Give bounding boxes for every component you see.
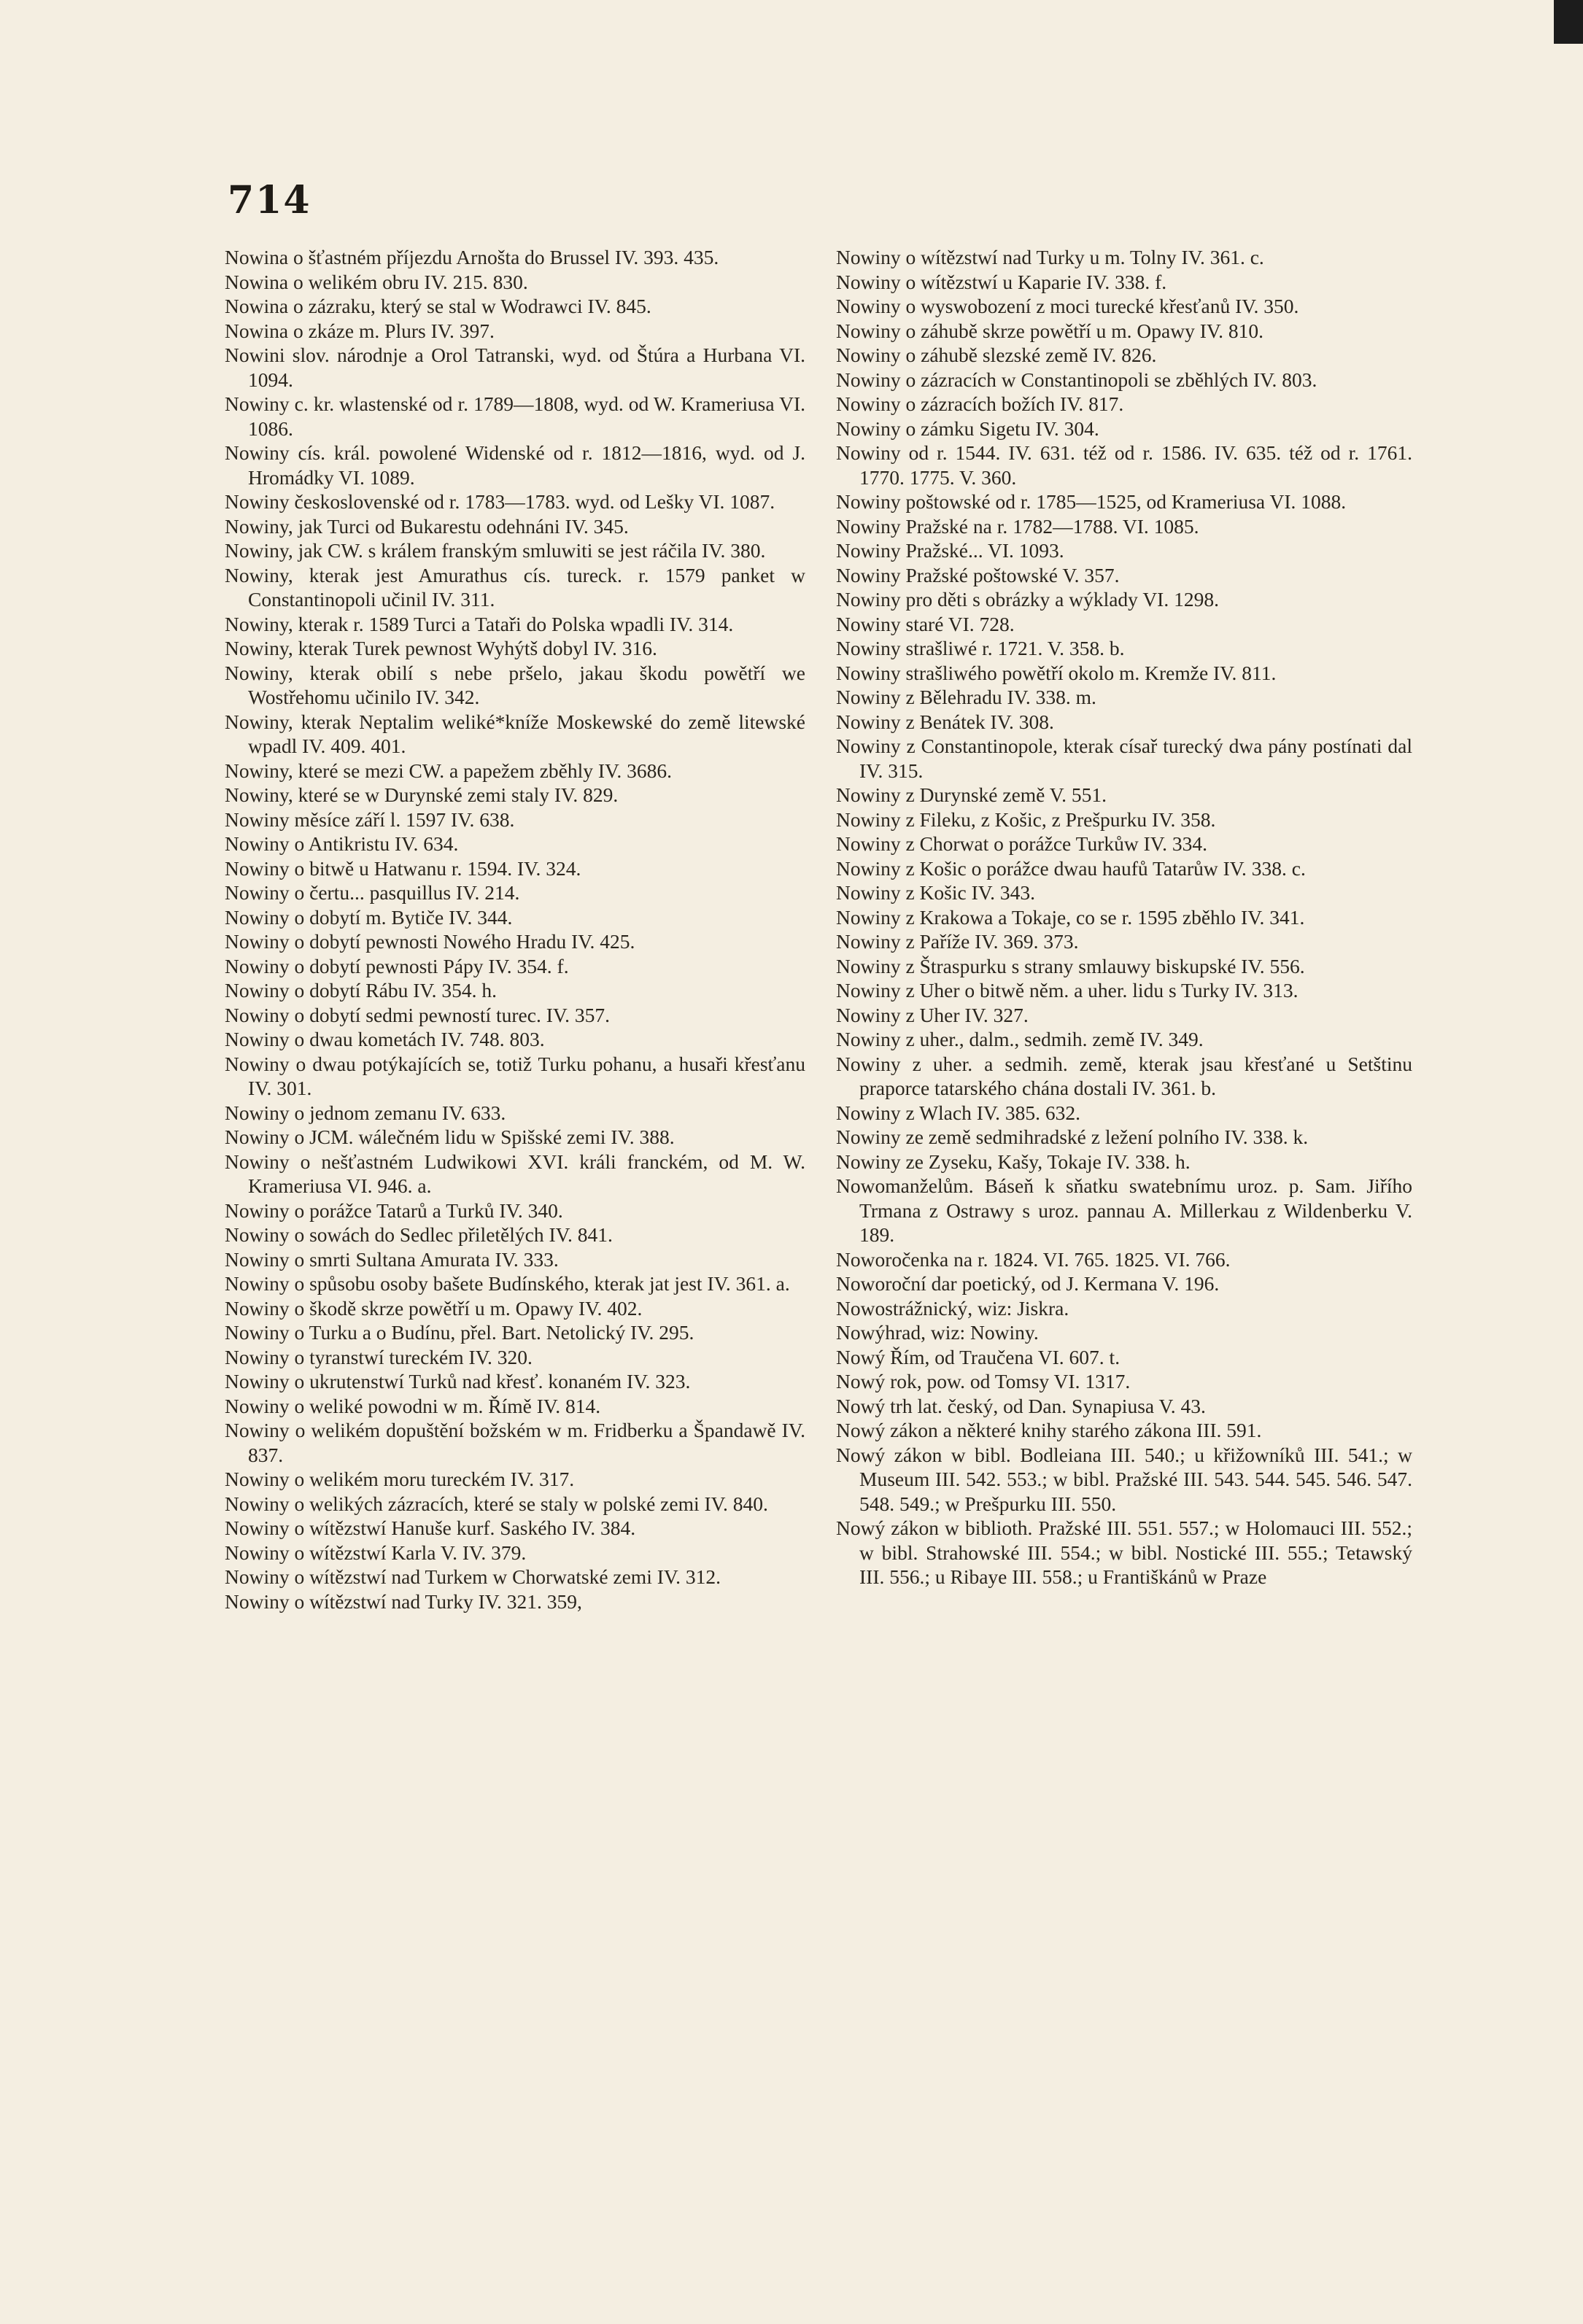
scan-edge-shadow	[1554, 0, 1583, 44]
left-column	[225, 245, 805, 1614]
index-entry: Nowiny o ukrutenstwí Turků nad křesť. konaném IV. 323.	[225, 1370, 691, 1393]
index-entry: Nowiny o sowách do Sedlec přiletělých IV. 841.	[225, 1223, 613, 1246]
index-entry: Nowiny o škodě skrze powětří u m. Opawy IV. 402.	[225, 1296, 643, 1320]
index-entry: Nowiny z Uher IV. 327.	[836, 1003, 1029, 1026]
index-entry: Nowiny z Constantinopole, kterak císař turecký dwa pány postínati dal IV. 315.	[836, 735, 1412, 782]
index-entry: Nowina o zázraku, který se stal w Wodrawci IV. 845.	[225, 295, 651, 317]
index-entry: Nowiny o wítězstwí Hanuše kurf. Saského IV. 384.	[225, 1517, 636, 1539]
index-entry: Nowý zákon w biblioth. Pražské III. 551. 557.; w Holomauci III. 552.; w bibl. Strahowské III. 554.; w bibl. Nostické III. 555.; Tetawský III. 556.; u Ribaye III. 558.; u Františkánů w Praze	[836, 1517, 1412, 1588]
right-column	[836, 245, 1412, 1589]
index-entry: Nowiny z uher. a sedmih. země, kterak jsau křesťané u Setštinu praporce tatarského chána dostali IV. 361. b.	[836, 1052, 1412, 1099]
index-entry: Nowiny Pražské poštowské V. 357.	[836, 563, 1120, 586]
index-entry: Nowiny o wyswobození z moci turecké křesťanů IV. 350.	[836, 295, 1299, 317]
index-entry: Nowiny o nešťastném Ludwikowi XVI. králi franckém, od M. W. Krameriusa VI. 946. a.	[225, 1150, 805, 1197]
index-entry: Nowomanželům. Báseň k sňatku swatebnímu uroz. p. Sam. Jiřího Trmana z Ostrawy s uroz. pannau A. Millerkau z Wildenberku V. 189.	[836, 1174, 1412, 1246]
index-entry: Nowiny poštowské od r. 1785—1525, od Krameriusa VI. 1088.	[836, 490, 1347, 513]
index-entry: Nowiny, kterak Neptalim weliké*kníže Moskewské do země litewské wpadl IV. 409. 401.	[225, 710, 805, 757]
index-entry: Nowiny o wítězstwí u Kaparie IV. 338. f.	[836, 270, 1167, 293]
index-entry: Nowiny, kterak obilí s nebe pršelo, jakau škodu powětří we Wostřehomu učinilo IV. 342.	[225, 661, 805, 708]
index-entry: Nowiny o welikém dopuštění božském w m. Fridberku a Špandawě IV. 837.	[225, 1419, 805, 1466]
index-entry: Nowiny o welikých zázracích, které se staly w polské zemi IV. 840.	[225, 1492, 768, 1515]
index-entry: Nowý zákon a některé knihy starého zákona III. 591.	[836, 1419, 1262, 1441]
index-entry: Nowiny o tyranstwí tureckém IV. 320.	[225, 1345, 533, 1368]
index-entry: Nowýhrad, wiz: Nowiny.	[836, 1321, 1039, 1344]
index-entry: Nowiny, které se w Durynské zemi staly IV. 829.	[225, 783, 619, 806]
index-entry: Nowiny o dobytí pewnosti Pápy IV. 354. f.	[225, 954, 569, 977]
index-entry: Nowiny o čertu... pasquillus IV. 214.	[225, 881, 520, 904]
index-entry: Nowiny o wítězstwí Karla V. IV. 379.	[225, 1541, 527, 1564]
index-entry: Nowiny z Košic o porážce dwau haufů Tatarůw IV. 338. c.	[836, 856, 1306, 880]
index-entry: Nowiny o wítězstwí nad Turky u m. Tolny IV. 361. c.	[836, 246, 1264, 268]
index-entry: Nowiny o wítězstwí nad Turkem w Chorwatské zemi IV. 312.	[225, 1565, 721, 1588]
index-entry: Nowiny ze Zyseku, Kašy, Tokaje IV. 338. h.	[836, 1150, 1191, 1173]
index-entry: Nowiny z Bělehradu IV. 338. m.	[836, 686, 1096, 708]
index-entry: Nowiny o porážce Tatarů a Turků IV. 340.	[225, 1198, 563, 1222]
index-entry: Nowiny, jak CW. s králem franským smluwiti se jest ráčila IV. 380.	[225, 539, 766, 562]
index-entry: Nowiny, které se mezi CW. a papežem zběhly IV. 3686.	[225, 759, 672, 782]
index-entry: Nowini slov. národnje a Orol Tatranski, wyd. od Štúra a Hurbana VI. 1094.	[225, 344, 805, 391]
index-entry: Nowiny o bitwě u Hatwanu r. 1594. IV. 324.	[225, 856, 581, 880]
index-entry: Nowiny o Antikristu IV. 634.	[225, 832, 459, 855]
index-entry: Nowiny o zázracích božích IV. 817.	[836, 392, 1124, 415]
index-entry: Nowiny, kterak jest Amurathus cís. tureck. r. 1579 panket w Constantinopoli učinil IV. 311.	[225, 563, 805, 611]
index-entry: Nowiny československé od r. 1783—1783. wyd. od Lešky VI. 1087.	[225, 490, 775, 513]
index-entry: Nowiny o dwau potýkajících se, totiž Turku pohanu, a husaři křesťanu IV. 301.	[225, 1052, 805, 1099]
index-entry: Nowiny z Wlach IV. 385. 632.	[836, 1101, 1081, 1124]
index-entry: Nowiny o záhubě slezské země IV. 826.	[836, 344, 1157, 366]
index-entry: Nowiny o jednom zemanu IV. 633.	[225, 1101, 506, 1124]
index-entry: Nowiny, kterak Turek pewnost Wyhýtš dobyl IV. 316.	[225, 637, 657, 659]
index-entry: Nowiny o dobytí pewnosti Nowého Hradu IV. 425.	[225, 930, 635, 953]
index-entry: Nowiny o wítězstwí nad Turky IV. 321. 359,	[225, 1589, 582, 1613]
index-entry: Nowiny o dobytí Rábu IV. 354. h.	[225, 979, 498, 1002]
page-number: 714	[228, 178, 311, 222]
index-entry: Nowiny měsíce září l. 1597 IV. 638.	[225, 807, 515, 831]
index-entry: Nowiny, jak Turci od Bukarestu odehnáni IV. 345.	[225, 514, 629, 538]
index-entry: Nowiny z Paříže IV. 369. 373.	[836, 930, 1079, 953]
index-entry: Nowiny z Benátek IV. 308.	[836, 710, 1054, 733]
index-entry: Nowiny strašliwé r. 1721. V. 358. b.	[836, 637, 1125, 659]
index-entry: Nowiny c. kr. wlastenské od r. 1789—1808, wyd. od W. Krameriusa VI. 1086.	[225, 392, 805, 440]
index-entry: Nowiny ze země sedmihradské z ležení polního IV. 338. k.	[836, 1126, 1309, 1148]
index-entry: Nowiny z Štraspurku s strany smlauwy biskupské IV. 556.	[836, 954, 1305, 977]
index-entry: Nowiny od r. 1544. IV. 631. též od r. 1586. IV. 635. též od r. 1761. 1770. 1775. V. 360.	[836, 441, 1412, 489]
index-entry: Nowiny Pražské... VI. 1093.	[836, 539, 1064, 562]
index-entry: Nowiny Pražské na r. 1782—1788. VI. 1085.	[836, 514, 1199, 538]
index-entry: Nowý zákon w bibl. Bodleiana III. 540.; u křižowníků III. 541.; w Museum III. 542. 553.; w bibl. Pražské III. 543. 544. 545. 546. 547. 548. 549.; w Prešpurku III. 550.	[836, 1443, 1412, 1515]
index-entry: Noworočenka na r. 1824. VI. 765. 1825. VI. 766.	[836, 1247, 1231, 1271]
index-entry: Nowiny o welikém moru tureckém IV. 317.	[225, 1468, 575, 1490]
index-entry: Nowý trh lat. český, od Dan. Synapiusa V. 43.	[836, 1394, 1206, 1417]
index-entry: Nowiny z Chorwat o porážce Turkůw IV. 334.	[836, 832, 1207, 855]
index-entry: Nowostrážnický, wiz: Jiskra.	[836, 1296, 1069, 1320]
index-entry: Nowiny o dwau kometách IV. 748. 803.	[225, 1028, 545, 1050]
index-entry: Noworoční dar poetický, od J. Kermana V. 196.	[836, 1272, 1220, 1295]
index-entry: Nowiny z Fileku, z Košic, z Prešpurku IV. 358.	[836, 807, 1216, 831]
index-entry: Nowiny o dobytí m. Bytiče IV. 344.	[225, 905, 513, 929]
index-entry: Nowiny o smrti Sultana Amurata IV. 333.	[225, 1247, 559, 1271]
index-entry: Nowina o zkáze m. Plurs IV. 397.	[225, 319, 495, 342]
index-entry: Nowiny staré VI. 728.	[836, 612, 1015, 635]
index-entry: Nowiny o spůsobu osoby bašete Budínského, kterak jat jest IV. 361. a.	[225, 1272, 790, 1295]
index-entry: Nowiny z uher., dalm., sedmih. země IV. 349.	[836, 1028, 1204, 1050]
index-entry: Nowiny o weliké powodni w m. Římě IV. 814.	[225, 1394, 601, 1417]
index-entry: Nowiny o dobytí sedmi pewností turec. IV. 357.	[225, 1003, 611, 1026]
index-entry: Nowý rok, pow. od Tomsy VI. 1317.	[836, 1370, 1131, 1393]
index-entry: Nowiny o Turku a o Budínu, přel. Bart. Netolický IV. 295.	[225, 1321, 694, 1344]
index-entry: Nowiny o JCM. wálečném lidu w Spišské zemi IV. 388.	[225, 1126, 675, 1148]
index-entry: Nowiny strašliwého powětří okolo m. Kremže IV. 811.	[836, 661, 1277, 684]
index-entry: Nowiny o zámku Sigetu IV. 304.	[836, 417, 1099, 440]
index-entry: Nowiny o zázracích w Constantinopoli se zběhlých IV. 803.	[836, 368, 1317, 391]
index-entry: Nowiny z Košic IV. 343.	[836, 881, 1035, 904]
index-entry: Nowina o welikém obru IV. 215. 830.	[225, 270, 528, 293]
index-entry: Nowiny pro děti s obrázky a wýklady VI. 1298.	[836, 588, 1219, 611]
index-entry: Nowina o šťastném příjezdu Arnošta do Brussel IV. 393. 435.	[225, 246, 719, 268]
index-entry: Nowiny z Durynské země V. 551.	[836, 783, 1107, 806]
index-entry: Nowiny z Krakowa a Tokaje, co se r. 1595 zběhlo IV. 341.	[836, 905, 1305, 929]
index-entry: Nowý Řím, od Traučena VI. 607. t.	[836, 1345, 1121, 1368]
index-entry: Nowiny cís. král. powolené Widenské od r. 1812—1816, wyd. od J. Hromádky VI. 1089.	[225, 441, 805, 489]
index-entry: Nowiny, kterak r. 1589 Turci a Tatаři do Polska wpadli IV. 314.	[225, 612, 734, 635]
index-entry: Nowiny z Uher o bitwě něm. a uher. lidu s Turky IV. 313.	[836, 979, 1298, 1002]
index-entry: Nowiny o záhubě skrze powětří u m. Opawy IV. 810.	[836, 319, 1264, 342]
